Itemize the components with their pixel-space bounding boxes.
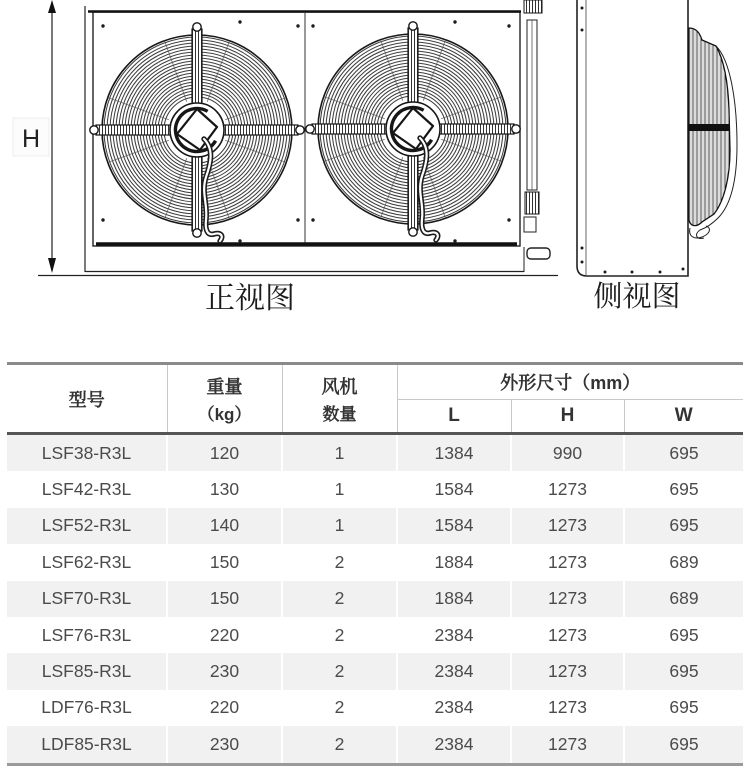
cell-height: 1273 <box>511 726 624 764</box>
front-view-caption: 正视图 <box>205 282 295 315</box>
cell-fan-quantity: 2 <box>282 581 397 617</box>
cell-model: LSF76-R3L <box>7 617 167 653</box>
table-row <box>7 581 743 617</box>
cell-height: 1273 <box>511 544 624 580</box>
cell-model: LSF52-R3L <box>7 508 167 544</box>
table-row <box>7 653 743 689</box>
coil-block <box>688 28 737 238</box>
cell-length: 1584 <box>397 508 511 544</box>
cell-height: 1273 <box>511 653 624 689</box>
height-dimension-label: H <box>21 125 41 153</box>
cell-weight: 150 <box>167 544 282 580</box>
cell-model: LSF85-R3L <box>7 653 167 689</box>
cell-width: 695 <box>624 471 743 507</box>
table-row <box>7 471 743 507</box>
cell-length: 1584 <box>397 471 511 507</box>
cell-height: 1273 <box>511 471 624 507</box>
technical-drawing <box>0 0 750 330</box>
right-bracket <box>524 0 550 259</box>
cell-width: 695 <box>624 434 743 472</box>
spec-table-header <box>7 364 743 434</box>
col-model-header <box>7 364 167 434</box>
cell-fan-quantity: 2 <box>282 726 397 764</box>
cell-width: 695 <box>624 508 743 544</box>
cell-length: 2384 <box>397 690 511 726</box>
col-fans-label-line2: 数量 <box>322 404 357 424</box>
cell-width: 695 <box>624 690 743 726</box>
side-view-caption: 侧视图 <box>593 281 681 313</box>
dim-arrow-down-icon <box>48 258 56 273</box>
cell-weight: 220 <box>167 690 282 726</box>
cell-weight: 130 <box>167 471 282 507</box>
cell-height: 1273 <box>511 617 624 653</box>
cell-model: LSF38-R3L <box>7 434 167 472</box>
cell-height: 990 <box>511 434 624 472</box>
cell-fan-quantity: 1 <box>282 471 397 507</box>
table-row <box>7 726 743 764</box>
cell-weight: 220 <box>167 617 282 653</box>
cell-height: 1273 <box>511 690 624 726</box>
cell-length: 2384 <box>397 617 511 653</box>
cell-width: 695 <box>624 617 743 653</box>
cell-model: LSF62-R3L <box>7 544 167 580</box>
cell-width: 695 <box>624 653 743 689</box>
cell-model: LSF70-R3L <box>7 581 167 617</box>
col-l-header: L <box>397 400 511 434</box>
cell-length: 2384 <box>397 726 511 764</box>
table-row <box>7 508 743 544</box>
cell-fan-quantity: 1 <box>282 508 397 544</box>
cell-weight: 140 <box>167 508 282 544</box>
side-view-drawing <box>577 0 737 276</box>
cell-length: 1384 <box>397 434 511 472</box>
cell-weight: 230 <box>167 653 282 689</box>
cell-height: 1273 <box>511 581 624 617</box>
table-row <box>7 434 743 472</box>
cell-weight: 150 <box>167 581 282 617</box>
dims-group-header: 外形尺寸（mm） <box>397 364 743 400</box>
cell-fan-quantity: 1 <box>282 434 397 472</box>
cell-fan-quantity: 2 <box>282 653 397 689</box>
spec-table-body <box>7 434 743 765</box>
cell-fan-quantity: 2 <box>282 690 397 726</box>
cell-length: 2384 <box>397 653 511 689</box>
cell-model: LDF85-R3L <box>7 726 167 764</box>
cell-height: 1273 <box>511 508 624 544</box>
cell-width: 695 <box>624 726 743 764</box>
col-fans-label-line1: 风机 <box>321 376 358 397</box>
table-row <box>7 690 743 726</box>
cell-model: LDF76-R3L <box>7 690 167 726</box>
cell-length: 1884 <box>397 544 511 580</box>
cell-width: 689 <box>624 544 743 580</box>
cell-weight: 120 <box>167 434 282 472</box>
cell-length: 1884 <box>397 581 511 617</box>
cell-weight: 230 <box>167 726 282 764</box>
col-fans-header <box>282 364 397 434</box>
col-w-header: W <box>624 400 743 434</box>
cell-fan-quantity: 2 <box>282 617 397 653</box>
table-row <box>7 544 743 580</box>
spec-table <box>7 362 743 766</box>
col-weight-label-line1: 重量 <box>206 376 243 397</box>
col-model-label: 型号 <box>68 389 105 410</box>
cell-width: 689 <box>624 581 743 617</box>
front-view-drawing <box>85 0 550 272</box>
dim-arrow-up-icon <box>48 0 56 13</box>
cell-fan-quantity: 2 <box>282 544 397 580</box>
col-weight-header <box>167 364 282 434</box>
col-weight-label-line2: （kg） <box>197 404 252 424</box>
cell-model: LSF42-R3L <box>7 471 167 507</box>
table-row <box>7 617 743 653</box>
col-h-header: H <box>511 400 624 434</box>
